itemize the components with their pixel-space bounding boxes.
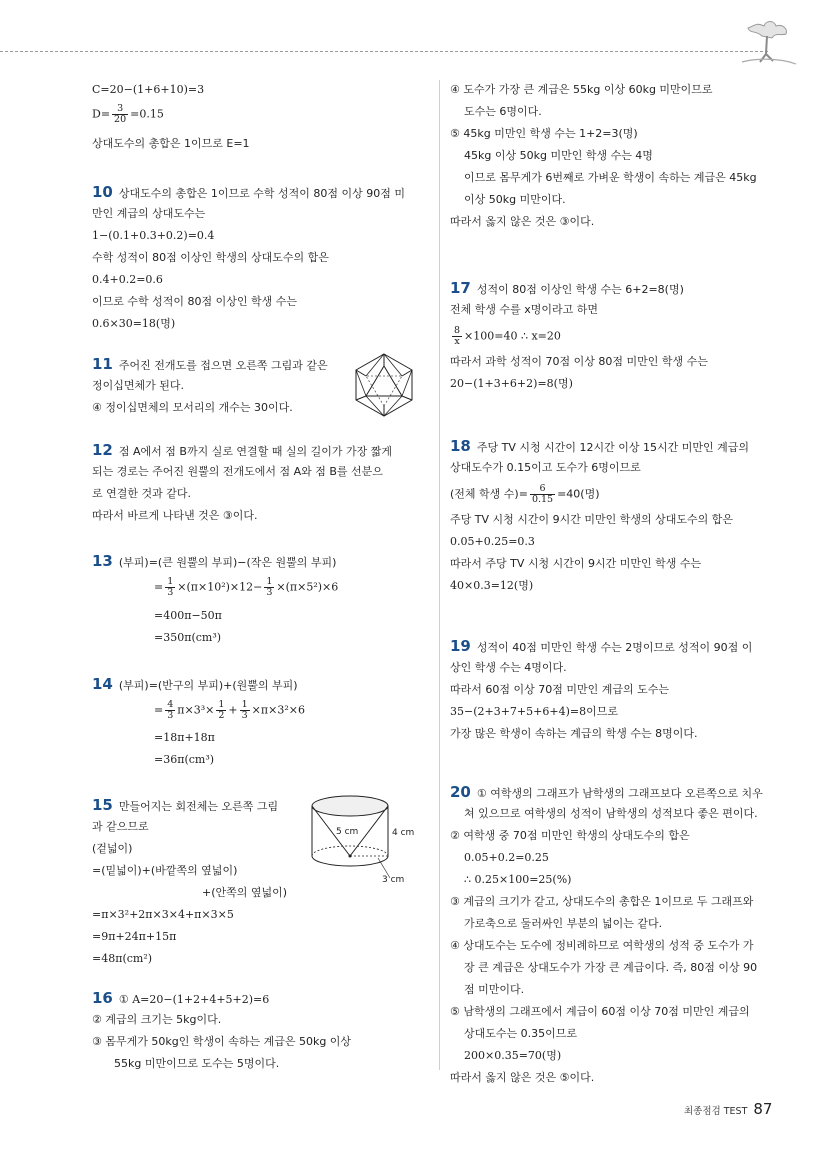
problem-number: 18 [450,437,471,455]
solution-line: 17 성적이 80점 이상인 학생 수는 6+2=8(명) [450,279,684,297]
solution-line: 과 같으므로 [92,820,149,833]
solution-line: 주당 TV 시청 시간이 9시간 미만인 학생의 상대도수의 합은 [450,513,733,526]
solution-line: ④ 상대도수는 도수에 정비례하므로 여학생의 성적 중 도수가 가 [450,939,754,952]
page-footer [684,1100,772,1118]
solution-line: 가로축으로 둘러싸인 부분의 넓이는 같다. [464,917,663,930]
height-label: 4 cm [392,828,414,838]
solution-line: 1−(0.1+0.3+0.2)=0.4 [92,229,215,242]
fraction: $\frac{6}{0.15}$ [531,483,554,505]
solution-line: 가장 많은 학생이 속하는 계급의 학생 수는 8명이다. [450,727,698,740]
solution-line: ④ 도수가 가장 큰 계급은 55kg 이상 60kg 미만이므로 [450,83,713,96]
solution-line: 따라서 바르게 나타낸 것은 ③이다. [92,509,258,522]
fraction: $\frac{1}{3}$ [241,699,248,721]
solution-line: $\frac{8}{x}$ ×100=40 ∴ x=20 [454,325,561,347]
solution-line: ⑤ 45kg 미만인 학생 수는 1+2=3(명) [450,127,638,140]
solution-line: 10 상대도수의 총합은 1이므로 수학 성적이 80점 이상 90점 미 [92,183,405,201]
solution-line: 20−(1+3+6+2)=8(명) [450,377,573,390]
solution-line: 수학 성적이 80점 이상인 학생의 상대도수의 합은 [92,251,329,264]
fraction: $\frac{1}{3}$ [167,576,174,598]
revolution-solid-figure [306,792,414,884]
tree-emblem-icon [736,14,800,70]
solution-line: ② 여학생 중 70점 미만인 학생의 상대도수의 합은 [450,829,690,842]
problem-number: 20 [450,783,471,801]
solution-line: 이상 50kg 미만이다. [464,193,566,206]
solution-line: 0.6×30=18(명) [92,317,176,330]
solution-line: 따라서 과학 성적이 70점 이상 80점 미만인 학생 수는 [450,355,708,368]
solution-line: 0.05+0.25=0.3 [450,535,535,548]
solution-line: 점 미만이다. [464,983,525,996]
solution-line: 12 점 A에서 점 B까지 실로 연결할 때 실의 길이가 가장 짧게 [92,441,393,459]
solution-line: 정이십면체가 된다. [92,379,185,392]
solution-line: = $\frac{1}{3}$ ×(π×10²)×12− $\frac{1}{3}$ ×(π×5²)×6 [154,576,339,598]
icosahedron-figure [352,352,416,418]
problem-number: 13 [92,552,113,570]
solution-line: 전체 학생 수를 x명이라고 하면 [450,303,599,316]
solution-line: =(밑넓이)+(바깥쪽의 옆넓이) [92,864,238,877]
solution-line: 45kg 이상 50kg 미만인 학생 수는 4명 [464,149,653,162]
solution-line: 35−(2+3+7+5+6+4)=8이므로 [450,705,618,718]
fraction: $\frac{4}{3}$ [167,699,174,721]
solution-line: ③ 몸무게가 50kg인 학생이 속하는 계급은 50kg 이상 [92,1035,352,1048]
solution-line: 14 (부피)=(반구의 부피)+(원뿔의 부피) [92,675,298,693]
solution-line: =48π(cm²) [92,952,153,965]
solution-line: =36π(cm³) [154,753,215,766]
solution-line: 이므로 몸무게가 6번째로 가벼운 학생이 속하는 계급은 45kg [464,171,757,184]
problem-number: 19 [450,637,471,655]
solution-line: 상대도수는 0.35이므로 [464,1027,577,1040]
header-rule [0,51,768,52]
solution-line: 19 성적이 40점 미만인 학생 수는 2명이므로 성적이 90점 이 [450,637,753,655]
solution-line: 55kg 미만이므로 도수는 5명이다. [114,1057,280,1070]
solution-line: 도수는 6명이다. [464,105,542,118]
solution-line: 18 주당 TV 시청 시간이 12시간 이상 15시간 미만인 계급의 [450,437,749,455]
solution-line: 로 연결한 것과 같다. [92,487,191,500]
solution-line: +(안쪽의 옆넓이) [202,886,288,899]
fraction: $\frac{3}{20}$ [114,103,127,125]
solution-line: ② 계급의 크기는 5kg이다. [92,1013,222,1026]
solution-line: ⑤ 남학생의 그래프에서 계급이 60점 이상 70점 미만인 계급의 [450,1005,750,1018]
solution-line: 15 만들어지는 회전체는 오른쪽 그림 [92,796,279,814]
fraction: $\frac{8}{x}$ [454,325,461,347]
solution-line: D= $\frac{3}{20}$ =0.15 [92,103,164,125]
slant-label: 5 cm [336,827,359,837]
solution-line: =350π(cm³) [154,631,222,644]
solution-line: 이므로 수학 성적이 80점 이상인 학생 수는 [92,295,297,308]
footer-title: 최종점검 TEST [684,1106,748,1117]
problem-number: 15 [92,796,113,814]
radius-label: 3 cm [382,875,405,884]
solution-line: 11 주어진 전개도를 접으면 오른쪽 그림과 같은 [92,355,328,373]
solution-line: 따라서 옳지 않은 것은 ⑤이다. [450,1071,595,1084]
solution-line: 만인 계급의 상대도수는 [92,207,206,220]
solution-line: 20 ① 여학생의 그래프가 남학생의 그래프보다 오른쪽으로 치우 [450,783,763,801]
column-divider [439,80,440,1070]
fraction: $\frac{1}{3}$ [266,576,273,598]
solution-line: =400π−50π [154,609,222,622]
solution-line: ④ 정이십면체의 모서리의 개수는 30이다. [92,401,293,414]
solution-line: 장 큰 계급은 상대도수가 가장 큰 계급이다. 즉, 80점 이상 90 [464,961,758,974]
solution-line: ∴ 0.25×100=25(%) [464,873,572,886]
solution-line: ③ 계급의 크기가 같고, 상대도수의 총합은 1이므로 두 그래프와 [450,895,754,908]
problem-number: 17 [450,279,471,297]
solution-line: 따라서 옳지 않은 것은 ③이다. [450,215,595,228]
problem-number: 14 [92,675,113,693]
solution-line: 상인 학생 수는 4명이다. [450,661,567,674]
problem-number: 11 [92,355,113,373]
solution-line: =18π+18π [154,731,215,744]
solution-line: 쳐 있으므로 여학생의 성적이 남학생의 성적보다 좋은 편이다. [464,807,758,820]
solution-line: 상대도수가 0.15이고 도수가 6명이므로 [450,461,641,474]
solution-line: = $\frac{4}{3}$ π×3³× $\frac{1}{2}$ + $\frac{1}{3}$ ×π×3²×6 [154,699,305,721]
solution-line: (전체 학생 수)= $\frac{6}{0.15}$ =40(명) [450,483,600,505]
fraction: $\frac{1}{2}$ [218,699,225,721]
problem-number: 16 [92,989,113,1007]
solution-line: 0.4+0.2=0.6 [92,273,163,286]
solution-line: 16 ① A=20−(1+2+4+5+2)=6 [92,989,270,1007]
solution-line: 상대도수의 총합은 1이므로 E=1 [92,137,250,150]
solution-line: 200×0.35=70(명) [464,1049,562,1062]
solution-line: 되는 경로는 주어진 원뿔의 전개도에서 점 A와 점 B를 선분으 [92,465,383,478]
solution-line: =9π+24π+15π [92,930,177,943]
solution-line: C=20−(1+6+10)=3 [92,83,205,96]
solution-line: (겉넓이) [92,842,133,855]
solution-line: =π×3²+2π×3×4+π×3×5 [92,908,234,921]
solution-line: 0.05+0.2=0.25 [464,851,549,864]
solution-line: 따라서 주당 TV 시청 시간이 9시간 미만인 학생 수는 [450,557,702,570]
solution-line: 13 (부피)=(큰 원뿔의 부피)−(작은 원뿔의 부피) [92,552,337,570]
page-number: 87 [753,1100,773,1118]
solution-line: 따라서 60점 이상 70점 미만인 계급의 도수는 [450,683,669,696]
problem-number: 10 [92,183,113,201]
solution-line: 40×0.3=12(명) [450,579,534,592]
problem-number: 12 [92,441,113,459]
